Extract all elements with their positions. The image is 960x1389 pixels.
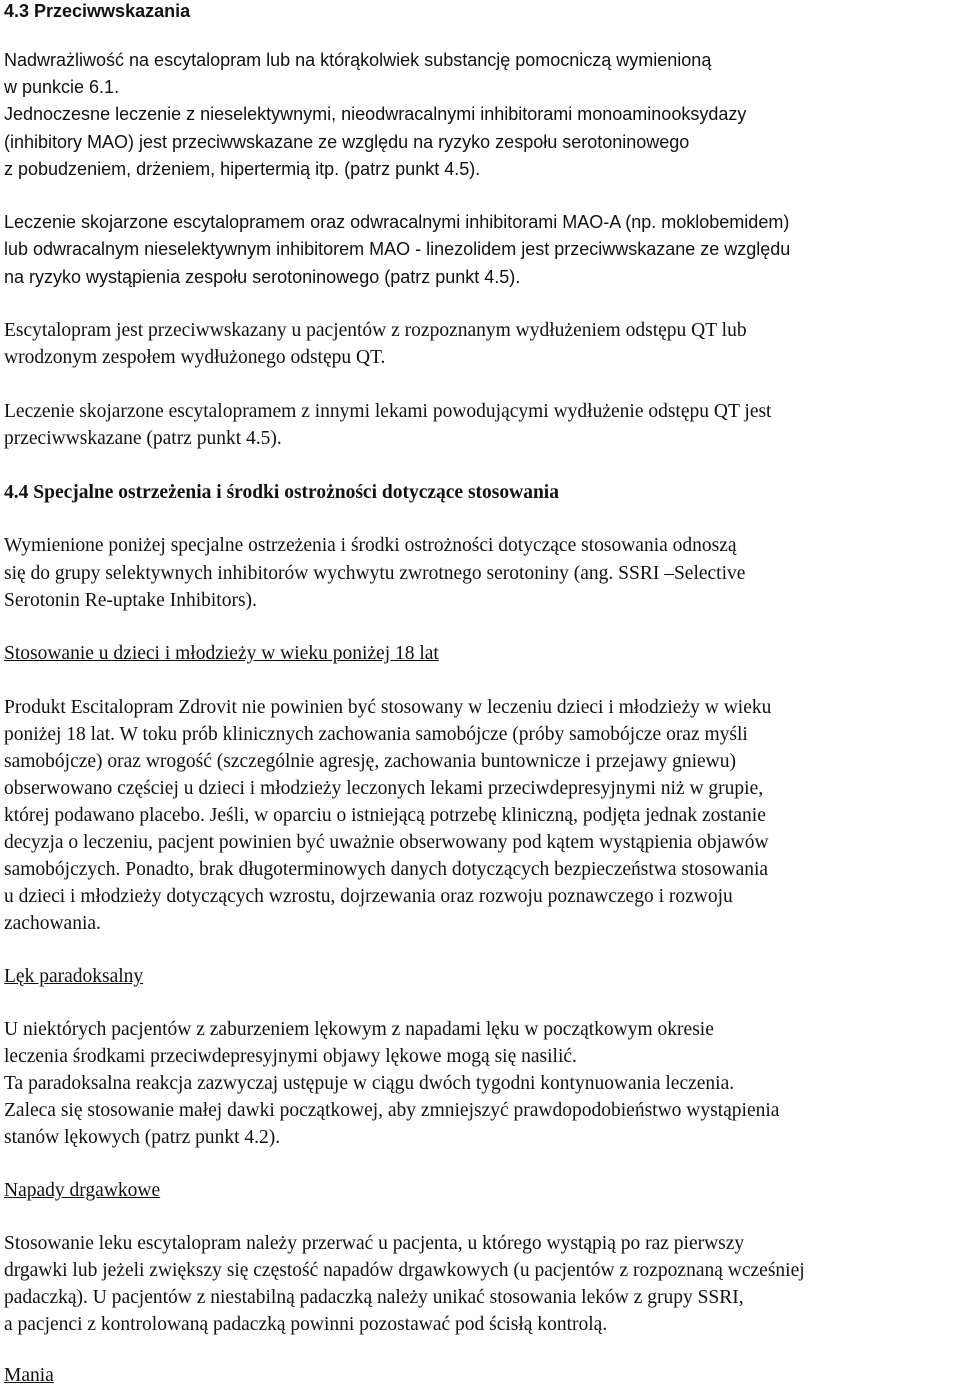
text-line: poniżej 18 lat. W toku prób klinicznych zachowania samobójcze (próby samobójcze oraz myśli (4, 724, 748, 745)
subheading-mania: Mania (4, 1365, 54, 1386)
text-line: decyzja o leczeniu, pacjent powinien być uważnie obserwowany pod kątem wystąpienia objawów (4, 832, 769, 853)
text-line: w punkcie 6.1. (4, 77, 120, 97)
text-line: Serotonin Re-uptake Inhibitors). (4, 590, 257, 611)
text-line: leczenia środkami przeciwdepresyjnymi objawy lękowe mogą się nasilić. (4, 1046, 577, 1067)
text-line: Wymienione poniżej specjalne ostrzeżenia i środki ostrożności dotyczące stosowania odnoszą (4, 535, 737, 556)
text-line: na ryzyko wystąpienia zespołu serotoninowego (patrz punkt 4.5). (4, 267, 521, 287)
text-line: z pobudzeniem, drżeniem, hipertermią itp. (patrz punkt 4.5). (4, 159, 481, 179)
text-line: której podawano placebo. Jeśli, w oparciu o istniejącą potrzebę kliniczną, podjęta jednak zostanie (4, 805, 766, 826)
text-line: się do grupy selektywnych inhibitorów wychwytu zwrotnego serotoniny (ang. SSRI –Selective (4, 563, 746, 584)
text-line: Leczenie skojarzone escytalopramem oraz odwracalnymi inhibitorami MAO-A (np. moklobemidem) (4, 212, 790, 232)
text-line: samobójczych. Ponadto, brak długoterminowych danych dotyczących bezpieczeństwa stosowania (4, 859, 769, 880)
text-line: samobójcze) oraz wrogość (szczególnie agresję, zachowania buntownicze i przejawy gniewu) (4, 751, 737, 772)
text-line: Escytalopram jest przeciwwskazany u pacjentów z rozpoznanym wydłużeniem odstępu QT lub (4, 320, 747, 341)
subheading-children: Stosowanie u dzieci i młodzieży w wieku poniżej 18 lat (4, 643, 439, 664)
text-line: Produkt Escitalopram Zdrovit nie powinien być stosowany w leczeniu dzieci i młodzieży w wieku (4, 697, 772, 718)
text-line: Ta paradoksalna reakcja zazwyczaj ustępuje w ciągu dwóch tygodni kontynuowania leczenia. (4, 1073, 735, 1094)
text-line: padaczką). U pacjentów z niestabilną padaczką należy unikać stosowania leków z grupy SSRI, (4, 1287, 744, 1308)
text-line: Stosowanie leku escytalopram należy przerwać u pacjenta, u którego wystąpią po raz pierwszy (4, 1233, 745, 1254)
text-line: u dzieci i młodzieży dotyczących wzrostu, dojrzewania oraz rozwoju poznawczego i rozwoju (4, 886, 733, 907)
text-line: Jednoczesne leczenie z nieselektywnymi, nieodwracalnymi inhibitorami monoaminooksydazy (4, 104, 747, 124)
text-line: zachowania. (4, 913, 101, 934)
text-line: (inhibitory MAO) jest przeciwwskazane ze względu na ryzyko zespołu serotoninowego (4, 132, 690, 152)
text-line: U niektórych pacjentów z zaburzeniem lękowym z napadami lęku w początkowym okresie (4, 1019, 714, 1040)
text-line: wrodzonym zespołem wydłużonego odstępu QT. (4, 347, 386, 368)
text-line: przeciwwskazane (patrz punkt 4.5). (4, 428, 282, 449)
text-line: obserwowano częściej u dzieci i młodzieży leczonych lekami przeciwdepresyjnymi niż w grupie, (4, 778, 764, 799)
text-line: Zaleca się stosowanie małej dawki początkowej, aby zmniejszyć prawdopodobieństwo wystąpienia (4, 1100, 780, 1121)
text-line: a pacjenci z kontrolowaną padaczką powinni pozostawać pod ścisłą kontrolą. (4, 1314, 608, 1335)
section-heading-4-3: 4.3 Przeciwwskazania (4, 1, 191, 21)
subheading-paradoxical-anxiety: Lęk paradoksalny (4, 966, 144, 987)
section-heading-4-4: 4.4 Specjalne ostrzeżenia i środki ostrożności dotyczące stosowania (4, 482, 559, 503)
text-line: lub odwracalnym nieselektywnym inhibitorem MAO - linezolidem jest przeciwwskazane ze względu (4, 239, 791, 259)
text-line: stanów lękowych (patrz punkt 4.2). (4, 1127, 281, 1148)
subheading-seizures: Napady drgawkowe (4, 1180, 161, 1201)
text-line: drgawki lub jeżeli zwiększy się częstość napadów drgawkowych (u pacjentów z rozpoznaną wcześniej (4, 1260, 805, 1281)
text-line: Nadwrażliwość na escytalopram lub na którąkolwiek substancję pomocniczą wymienioną (4, 50, 712, 70)
text-line: Leczenie skojarzone escytalopramem z innymi lekami powodującymi wydłużenie odstępu QT jest (4, 401, 772, 422)
